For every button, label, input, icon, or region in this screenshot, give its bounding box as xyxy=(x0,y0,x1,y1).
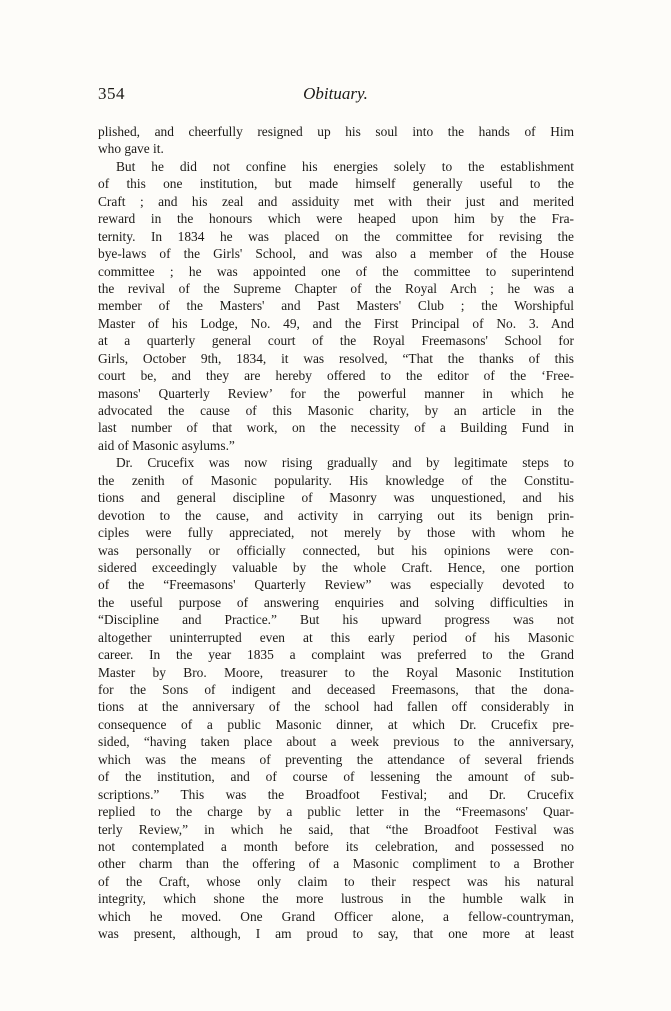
text-line: not contemplated a month before its celebration, and possessed no xyxy=(98,838,574,854)
text-line: other charm than the offering of a Masonic compliment to a Brother xyxy=(98,856,574,872)
text-line: reward in the honours which were heaped upon him by the Fra- xyxy=(98,211,574,227)
text-line: of the “Freemasons' Quarterly Review” was especially devoted to xyxy=(98,577,574,593)
text-line: ciples were fully appreciated, not merely by those with whom he xyxy=(98,525,574,541)
text-line: altogether uninterrupted even at this early period of his Masonic xyxy=(98,629,574,645)
running-head xyxy=(98,84,573,108)
text-line: Master by Bro. Moore, treasurer to the Royal Masonic Institution xyxy=(98,664,574,680)
text-line: the useful purpose of answering enquiries and solving difficulties in xyxy=(98,594,574,610)
text-line: bye-laws of the Girls' School, and was also a member of the House xyxy=(98,246,574,262)
text-line: masons' Quarterly Review’ for the powerful manner in which he xyxy=(98,385,574,401)
text-line: the zenith of Masonic popularity. His knowledge of the Constitu- xyxy=(98,472,574,488)
text-line: member of the Masters' and Past Masters' Club ; the Worshipful xyxy=(98,298,574,314)
text-line: ternity. In 1834 he was placed on the committee for revising the xyxy=(98,228,574,244)
text-line: sided, “having taken place about a week previous to the anniversary, xyxy=(98,734,574,750)
text-line: integrity, which shone the more lustrous in the humble walk in xyxy=(98,891,574,907)
text-line: Craft ; and his zeal and assiduity met with their just and merited xyxy=(98,193,574,209)
text-line: committee ; he was appointed one of the committee to superintend xyxy=(98,263,574,279)
text-line: tions and general discipline of Masonry was unquestioned, and his xyxy=(98,490,574,506)
running-title: Obituary. xyxy=(303,84,368,103)
text-line: of this one institution, but made himself generally useful to the xyxy=(98,176,574,192)
text-line: at a quarterly general court of the Royal Freemasons' School for xyxy=(98,333,574,349)
text-line: of the institution, and of course of lessening the amount of sub- xyxy=(98,769,574,785)
text-line: But he did not confine his energies solely to the establishment xyxy=(116,158,574,174)
text-line: which he moved. One Grand Officer alone, a fellow-countryman, xyxy=(98,908,574,924)
text-line: tions at the anniversary of the school had fallen off considerably in xyxy=(98,699,574,715)
text-line: for the Sons of indigent and deceased Freemasons, that the dona- xyxy=(98,682,574,697)
text-line: aid of Masonic asylums.” xyxy=(98,437,235,453)
text-line: Master of his Lodge, No. 49, and the First Principal of No. 3. And xyxy=(98,315,574,331)
text-line: sidered exceedingly valuable by the whole Craft. Hence, one portion xyxy=(98,559,574,575)
body-text xyxy=(98,123,574,943)
text-line: last number of that work, on the necessity of a Building Fund in xyxy=(98,420,574,436)
text-line: devotion to the cause, and activity in carrying out its benign prin- xyxy=(98,507,574,523)
text-line: who gave it. xyxy=(98,141,164,157)
page-number: 354 xyxy=(98,84,125,103)
text-line: was present, although, I am proud to say, that one more at least xyxy=(98,926,574,942)
text-line: the revival of the Supreme Chapter of the Royal Arch ; he was a xyxy=(98,280,574,296)
text-line: which was the means of preventing the attendance of several friends xyxy=(98,751,574,767)
text-line: of the Craft, whose only claim to their respect was his natural xyxy=(98,873,574,889)
text-line: was personally or officially connected, but his opinions were con- xyxy=(98,542,574,558)
text-line: terly Review,” in which he said, that “the Broadfoot Festival was xyxy=(98,821,574,837)
text-line: consequence of a public Masonic dinner, at which Dr. Crucefix pre- xyxy=(98,716,574,732)
text-line: career. In the year 1835 a complaint was preferred to the Grand xyxy=(98,647,574,663)
text-line: “Discipline and Practice.” But his upward progress was not xyxy=(98,612,574,628)
text-line: Girls, October 9th, 1834, it was resolved, “That the thanks of this xyxy=(98,350,574,366)
text-line: advocated the cause of this Masonic charity, by an article in the xyxy=(98,403,574,418)
text-line: court be, and they are hereby offered to the editor of the ‘Free- xyxy=(98,368,574,384)
text-line: plished, and cheerfully resigned up his soul into the hands of Him xyxy=(98,124,574,139)
text-line: replied to the charge by a public letter in the “Freemasons' Quar- xyxy=(98,804,574,820)
text-line: Dr. Crucefix was now rising gradually and by legitimate steps to xyxy=(116,455,574,471)
text-line: scriptions.” This was the Broadfoot Festival; and Dr. Crucefix xyxy=(98,786,574,802)
